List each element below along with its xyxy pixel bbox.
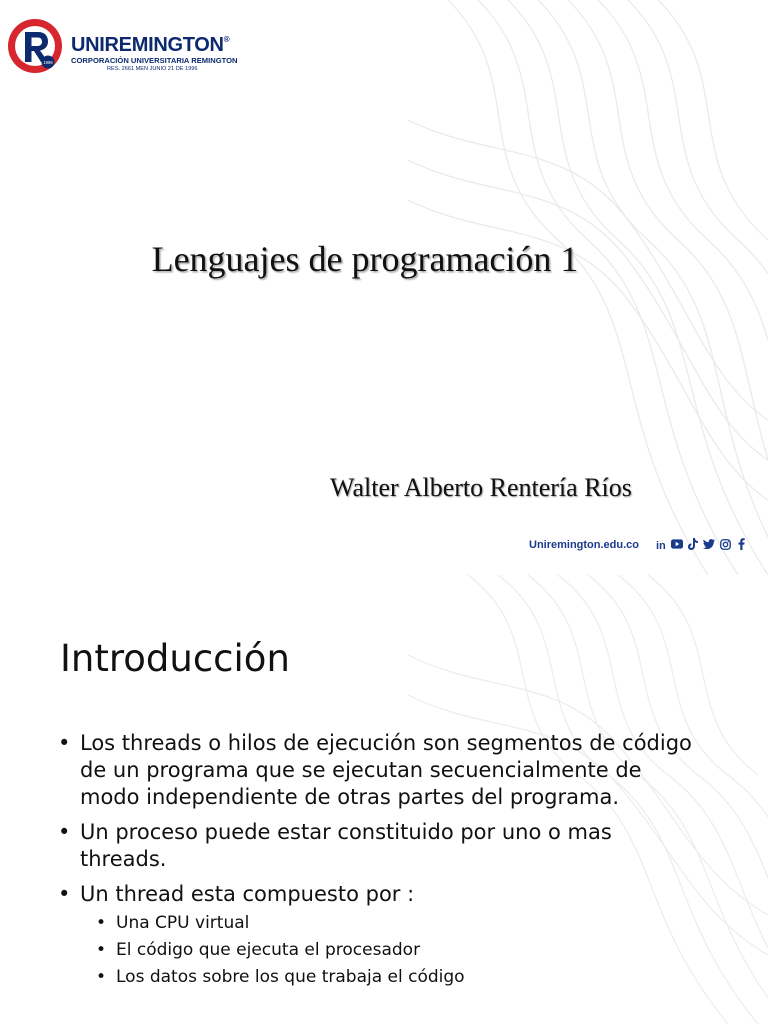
sub-bullet-list — [96, 910, 698, 991]
presentation-title: Lenguajes de programación 1 — [151, 239, 579, 279]
bullet-list — [58, 730, 698, 999]
instagram-icon[interactable] — [719, 537, 731, 551]
sub-bullet-item: • Los datos sobre los que trabaja el código — [96, 964, 698, 991]
sub-bullet-item: • Una CPU virtual — [96, 910, 698, 937]
logo-resolution: RES. 2661 MEN JUNIO 21 DE 1996 — [107, 66, 198, 72]
slide-title: Introducción — [60, 637, 290, 680]
website-link[interactable]: Uniremington.edu.co — [529, 539, 639, 551]
youtube-icon[interactable] — [671, 537, 683, 551]
bullet-item: • Un proceso puede estar constituido por uno o mas threads. — [58, 819, 698, 873]
social-icons — [655, 537, 747, 551]
svg-text:in: in — [655, 539, 666, 550]
logo-subtitle: CORPORACIÓN UNIVERSITARIA REMINGTON — [71, 56, 238, 65]
tiktok-icon[interactable] — [687, 537, 699, 551]
facebook-icon[interactable] — [735, 537, 747, 551]
bullet-item: • Los threads o hilos de ejecución son segmentos de código de un programa que se ejecutan secuencialmente de modo independiente de otras partes del programa. — [58, 730, 698, 811]
bullet-item — [58, 881, 698, 991]
author-name: Walter Alberto Rentería Ríos — [330, 473, 632, 502]
introduction-slide — [0, 575, 768, 1024]
bullet-item-text: Un thread esta compuesto por : — [80, 882, 415, 906]
logo-wordmark: UNIREMINGTON® — [71, 34, 230, 56]
sub-bullet-item: • El código que ejecuta el procesador — [96, 937, 698, 964]
twitter-icon[interactable] — [703, 537, 715, 551]
linkedin-icon[interactable] — [655, 537, 667, 551]
uniremington-logo — [7, 18, 257, 82]
svg-text:1996: 1996 — [43, 59, 53, 65]
uniremington-emblem-icon — [7, 18, 63, 74]
